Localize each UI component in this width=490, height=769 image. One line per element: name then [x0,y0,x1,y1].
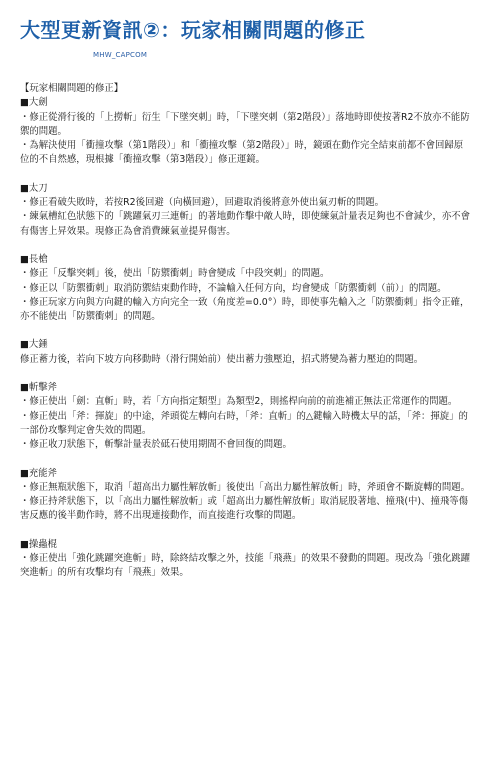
fix-item: ・修正收刀狀態下，斬擊計量表於砥石使用期間不會回復的問題。 [20,439,292,451]
article-body [20,82,472,595]
article-title: 大型更新資訊②：玩家相關問題的修正 [20,18,366,42]
section-title: 【玩家相關問題的修正】 [20,83,124,94]
fix-item: ・修正以「防禦衝刺」取消防禦結束動作時，不論輸入任何方向，均會變成「防禦衝刺（前）」的問題。 [20,282,447,294]
section-switch-axe [20,381,472,452]
section-heading: ■斬擊斧 [20,382,57,394]
section-long-sword [20,182,472,239]
fix-item: ・修正使出「斧：揮旋」的中途，斧頭從左轉向右時，「斧：直斬」的△鍵輸入時機太早的話，「斧：揮旋」的一部份攻擊判定會失效的問題。 [20,410,468,436]
section-heading: ■大錘 [20,339,48,351]
section-hammer [20,338,472,367]
source-label: MHW_CAPCOM [93,51,148,59]
fix-item: ・為解決使用「衝撞攻擊（第1階段）」和「衝撞攻擊（第2階段）」時，鏡頭在動作完全結束前都不會回歸原位的不自然感，現根據「衝撞攻擊（第3階段）」修正運鏡。 [20,140,464,166]
fix-item: ・修正玩家方向與方向鍵的輸入方向完全一致（角度差=0.0°）時，即使事先輸入之「防禦衝刺」指令正確，亦不能使出「防禦衝刺」的問題。 [20,296,470,323]
section-heading: ■操蟲棍 [20,538,57,550]
fix-item: ・練氣槽紅色狀態下的「跳躍氣刃三連斬」的著地動作擊中敵人時，即使練氣計量表足夠也不會減少，亦不會有傷害上昇效果。現修正為會消費練氣並提昇傷害。 [20,211,471,237]
section-heading: ■充能斧 [20,467,57,479]
section-heading: ■長槍 [20,253,48,265]
fix-item: ・修正「反擊突刺」後，使出「防禦衝刺」時會變成「中段突刺」的問題。 [20,268,330,280]
fix-item: ・修正無瓶狀態下，取消「超高出力屬性解放斬」後使出「高出力屬性解放斬」時，斧頭會不斷旋轉的問題。 [20,481,471,493]
section-great-sword [20,96,472,167]
fix-item: ・修正使出「強化跳躍突進斬」時，除終結攻擊之外，技能「飛燕」的效果不發動的問題。現改為「強化跳躍突進斬」的所有攻擊均有「飛燕」效果。 [20,553,471,579]
section-insect-glaive [20,538,472,581]
section-heading: ■大劍 [20,97,48,109]
section-charge-blade [20,467,472,524]
fix-item: ・修正看破失敗時，若按R2後回避（向橫回避），回避取消後將意外使出氣刃斬的問題。 [20,197,385,209]
fix-item: ・修正從滑行後的「上撈斬」衍生「下墜突刺」時，「下墜突刺（第2階段）」落地時即使按著R2不放亦不能防禦的問題。 [20,111,470,137]
section-lance [20,253,472,324]
fix-item: ・修正使出「劍：直斬」時，若「方向指定類型」為類型2，則搖桿向前的前進補正無法正常運作的問題。 [20,396,458,408]
fix-item: ・修正持斧狀態下，以「高出力屬性解放斬」或「超高出力屬性解放斬」取消屁股著地、撞飛(中)、撞飛等傷害反應的後半動作時，將不出現連接動作，而直接進行攻擊的問題。 [20,496,468,522]
fix-item: 修正蓄力後，若向下坡方向移動時（滑行開始前）使出蓄力強壓迫，招式將變為蓄力壓迫的問題。 [20,353,424,365]
section-heading: ■太刀 [20,182,48,194]
